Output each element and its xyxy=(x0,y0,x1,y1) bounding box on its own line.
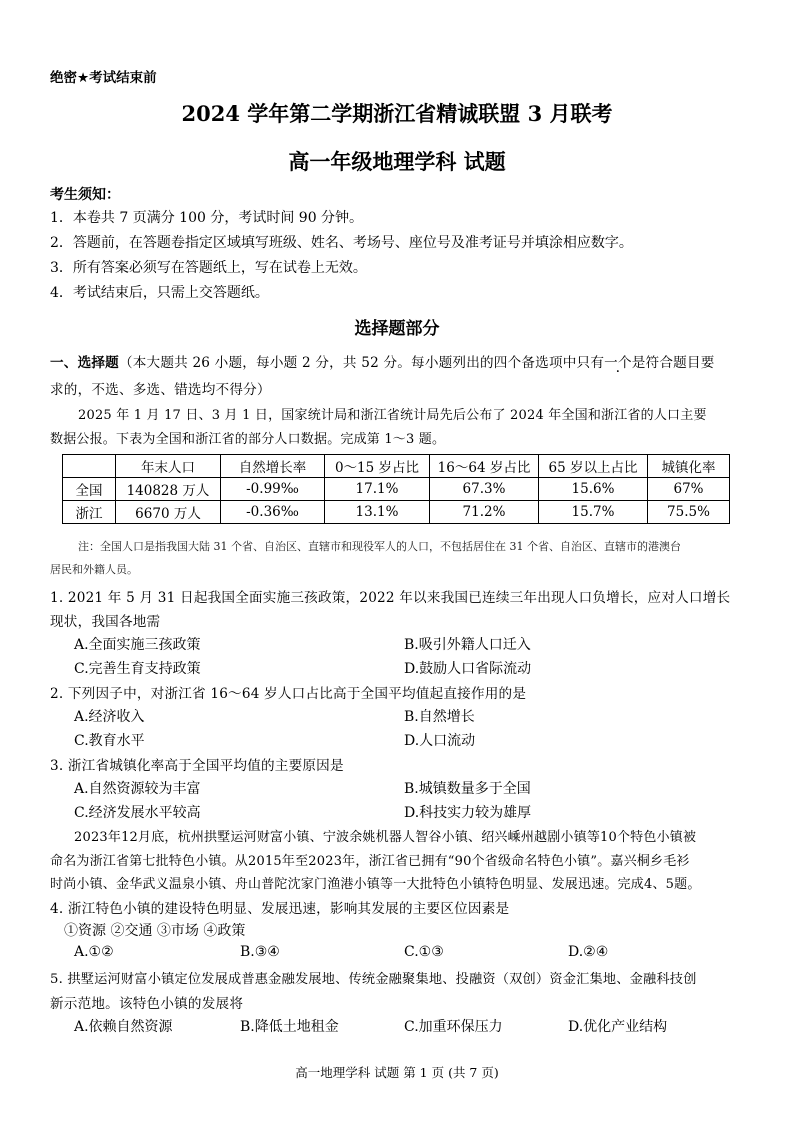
table-header-cell: 自然增长率 xyxy=(221,455,325,478)
table-row xyxy=(63,478,730,501)
option-c: C.经济发展水平较高 xyxy=(74,805,201,821)
table-header-row xyxy=(63,455,730,478)
option-b: B.降低土地租金 xyxy=(240,1019,339,1035)
notice-item: 4．考试结束后，只需上交答题纸。 xyxy=(50,285,269,301)
notice-heading: 考生须知： xyxy=(50,187,120,203)
table-cell: 15.6% xyxy=(539,478,648,501)
question-stem: 4. 浙江特色小镇的建设特色明显、发展迅速，影响其发展的主要区位因素是 xyxy=(50,901,510,917)
table-cell: 17.1% xyxy=(325,478,430,501)
option-d: D.优化产业结构 xyxy=(568,1019,668,1035)
table-cell: 140828 万人 xyxy=(116,478,221,501)
part-label: 一、选择题 xyxy=(50,355,119,371)
table-cell: 75.5% xyxy=(648,501,730,524)
table-cell: 67% xyxy=(648,478,730,501)
option-a: A.自然资源较为丰富 xyxy=(74,781,201,797)
table-cell: 71.2% xyxy=(430,501,539,524)
option-c: C.教育水平 xyxy=(74,733,145,749)
notice-item: 1．本卷共 7 页满分 100 分，考试时间 90 分钟。 xyxy=(50,210,364,226)
exam-title: 2024 学年第二学期浙江省精诚联盟 3 月联考 xyxy=(181,101,613,126)
option-b: B.自然增长 xyxy=(404,709,475,725)
option-c: C.①③ xyxy=(404,944,444,960)
table-note: 注：全国人口是指我国大陆 31 个省、自治区、直辖市和现役军人的人口，不包括居住在 31 个省、自治区、直辖市的港澳台 xyxy=(78,540,681,553)
question-stem: 2. 下列因子中，对浙江省 16～64 岁人口占比高于全国平均值起直接作用的是 xyxy=(50,686,527,702)
table-cell: -0.36‰ xyxy=(221,501,325,524)
exam-subtitle: 高一年级地理学科 试题 xyxy=(288,149,506,174)
part-intro-end: 是符合题目要 xyxy=(631,355,715,371)
material-text: 2023年12月底，杭州拱墅运河财富小镇、宁波余姚机器人智谷小镇、绍兴嵊州越剧小镇等10个特色小镇被 xyxy=(74,830,697,845)
table-header-cell: 年末人口 xyxy=(116,455,221,478)
question-stem: 1. 2021 年 5 月 31 日起我国全面实施三孩政策，2022 年以来我国已连续三年出现人口负增长，应对人口增长 xyxy=(50,590,731,606)
option-b: B.吸引外籍人口迁入 xyxy=(404,637,531,653)
question-stem: 5. 拱墅运河财富小镇定位发展成普惠金融发展地、传统金融聚集地、投融资（双创）资金汇集地、金融科技创 xyxy=(50,972,697,987)
table-cell: 15.7% xyxy=(539,501,648,524)
section-title: 选择题部分 xyxy=(354,319,440,339)
table-row xyxy=(63,501,730,524)
table-header-cell: 16～64 岁占比 xyxy=(430,455,539,478)
factor-list: ①资源 ②交通 ③市场 ④政策 xyxy=(64,923,246,939)
notice-item: 2．答题前，在答题卷指定区域填写班级、姓名、考场号、座位号及准考证号并填涂相应数字。 xyxy=(50,235,633,251)
notice-item: 3．所有答案必须写在答题纸上，写在试卷上无效。 xyxy=(50,260,367,276)
option-c: C.完善生育支持政策 xyxy=(74,661,201,677)
question-stem: 新示范地。该特色小镇的发展将 xyxy=(50,996,244,1012)
option-d: D.人口流动 xyxy=(404,733,476,749)
table-header-cell: 城镇化率 xyxy=(648,455,730,478)
table-cell: -0.99‰ xyxy=(221,478,325,501)
page-footer: 高一地理学科 试题 第 1 页 (共 7 页) xyxy=(295,1065,499,1080)
question-stem: 现状，我国各地需 xyxy=(50,614,161,630)
table-cell: 浙江 xyxy=(63,501,116,524)
material-text: 2025 年 1 月 17 日、3 月 1 日，国家统计局和浙江省统计局先后公布了 2024 年全国和浙江省的人口主要 xyxy=(78,408,707,423)
option-c: C.加重环保压力 xyxy=(404,1019,503,1035)
table-header-cell: 0～15 岁占比 xyxy=(325,455,430,478)
table-header-cell xyxy=(63,455,116,478)
table-header-cell: 65 岁以上占比 xyxy=(539,455,648,478)
table-cell: 67.3% xyxy=(430,478,539,501)
material-text: 数据公报。下表为全国和浙江省的部分人口数据。完成第 1～3 题。 xyxy=(50,432,446,447)
option-d: D.鼓励人口省际流动 xyxy=(404,661,532,677)
option-d: D.科技实力较为雄厚 xyxy=(404,805,532,821)
material-text: 命名为浙江省第七批特色小镇。从2015年至2023年，浙江省已拥有“90个省级命名特色小镇”。嘉兴桐乡毛衫 xyxy=(50,854,690,869)
table-cell: 全国 xyxy=(63,478,116,501)
population-table xyxy=(62,454,730,524)
option-a: A.全面实施三孩政策 xyxy=(74,637,201,653)
question-stem: 3. 浙江省城镇化率高于全国平均值的主要原因是 xyxy=(50,758,344,774)
emphasis-text: 一个 xyxy=(604,355,632,371)
confidential-label: 绝密★考试结束前 xyxy=(50,70,157,86)
table-cell: 13.1% xyxy=(325,501,430,524)
option-b: B.③④ xyxy=(240,944,280,960)
material-text: 时尚小镇、金华武义温泉小镇、舟山普陀沈家门渔港小镇等一大批特色小镇特色明显、发展迅速。完成4、5题。 xyxy=(50,877,701,892)
table-note: 居民和外籍人员。 xyxy=(50,563,138,576)
option-b: B.城镇数量多于全国 xyxy=(404,781,531,797)
part-intro: （本大题共 26 小题，每小题 2 分，共 52 分。每小题列出的四个备选项中只有 xyxy=(118,355,605,371)
table-cell: 6670 万人 xyxy=(116,501,221,524)
option-a: A.依赖自然资源 xyxy=(74,1019,173,1035)
option-d: D.②④ xyxy=(568,944,609,960)
part-instructions xyxy=(50,351,715,371)
option-a: A.①② xyxy=(74,944,114,960)
part-instructions-line2: 求的，不选、多选、错选均不得分） xyxy=(50,382,271,398)
option-a: A.经济收入 xyxy=(74,709,145,725)
